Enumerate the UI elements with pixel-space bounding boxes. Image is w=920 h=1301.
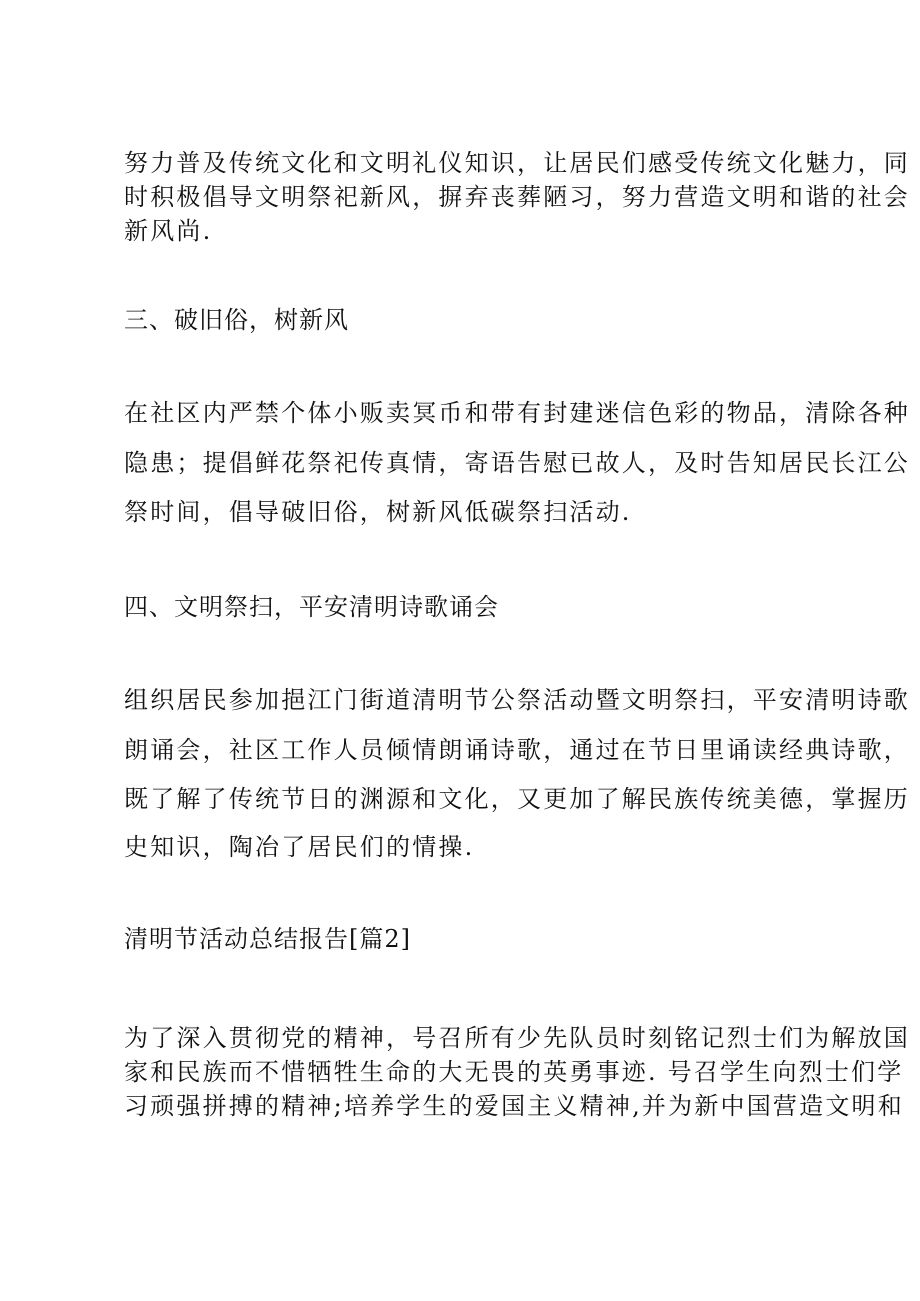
paragraph-line: 史知识，陶冶了居民们的情操.	[124, 833, 475, 861]
paragraph-line: 努力普及传统文化和文明礼仪知识，让居民们感受传统文化魅力，同	[124, 149, 910, 177]
paragraph-line: 朗诵会，社区工作人员倾情朗诵诗歌，通过在节日里诵读经典诗歌，	[124, 736, 910, 764]
paragraph-line: 习顽强拼搏的精神;培养学生的爱国主义精神,并为新中国营造文明和	[124, 1092, 904, 1120]
paragraph-line: 在社区内严禁个体小贩卖冥币和带有封建迷信色彩的物品，清除各种	[124, 399, 910, 427]
paragraph-line: 为了深入贯彻党的精神，号召所有少先队员时刻铭记烈士们为解放国	[124, 1024, 910, 1052]
section-heading: 三、破旧俗，树新风	[124, 306, 349, 334]
paragraph-line: 祭时间，倡导破旧俗，树新风低碳祭扫活动.	[124, 498, 632, 526]
section-heading: 四、文明祭扫，平安清明诗歌诵会	[124, 593, 499, 621]
paragraph-line: 时积极倡导文明祭祀新风，摒弃丧葬陋习，努力营造文明和谐的社会	[124, 183, 910, 211]
paragraph-line: 家和民族而不惜牺牲生命的大无畏的英勇事迹. 号召学生向烈士们学	[124, 1058, 904, 1086]
paragraph-line: 既了解了传统节日的渊源和文化，又更加了解民族传统美德，掌握历	[124, 785, 910, 813]
paragraph-line: 隐患；提倡鲜花祭祀传真情，寄语告慰已故人，及时告知居民长江公	[124, 449, 910, 477]
paragraph-line: 组织居民参加挹江门街道清明节公祭活动暨文明祭扫，平安清明诗歌	[124, 686, 910, 714]
paragraph-line: 新风尚.	[124, 217, 213, 245]
section-title: 清明节活动总结报告[篇2]	[124, 925, 411, 953]
